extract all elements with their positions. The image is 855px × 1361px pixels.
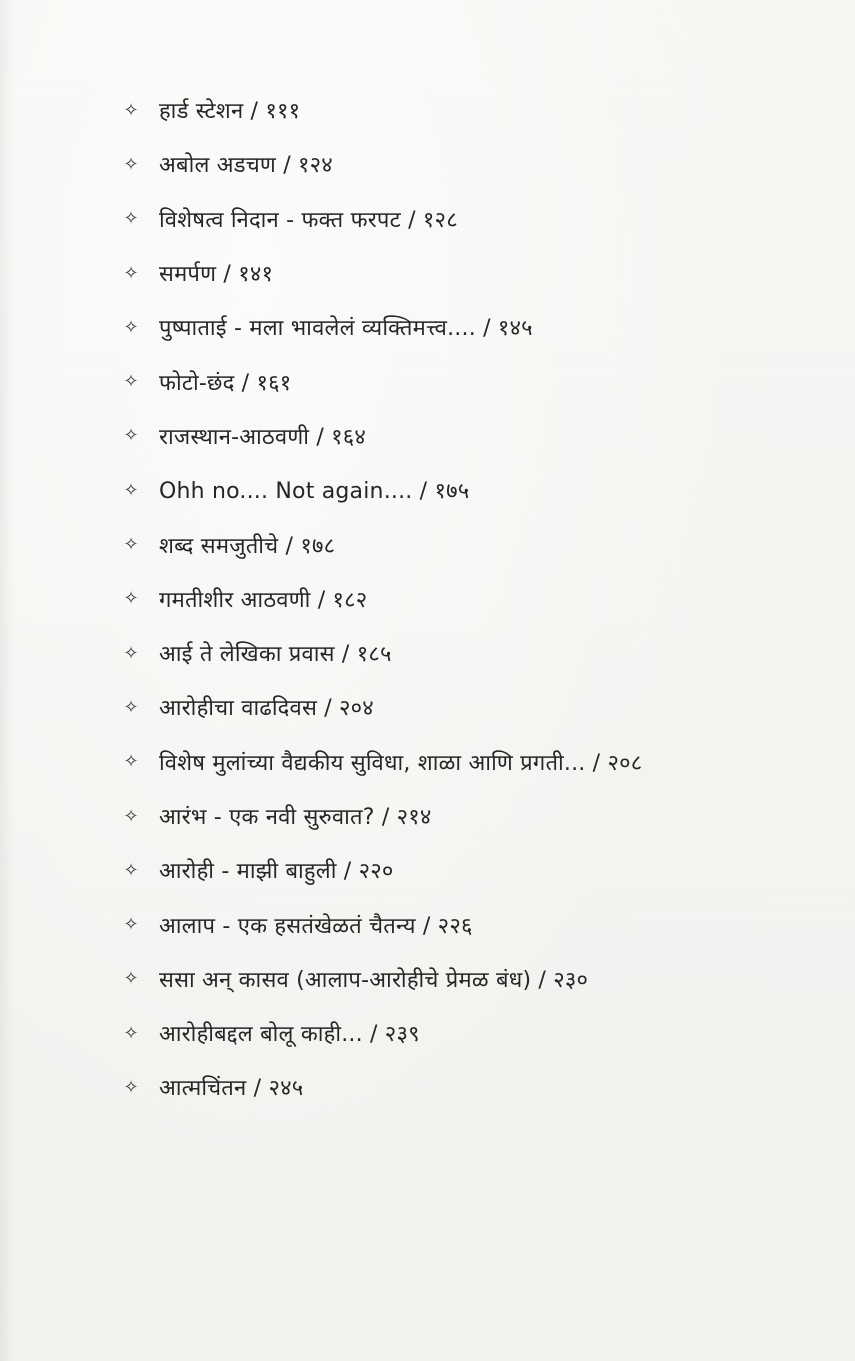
toc-entry [117, 572, 817, 626]
toc-entry [117, 1060, 817, 1114]
toc-entry-text: पुष्पाताई - मला भावलेलं व्यक्तिमत्त्व.... / १४५ [159, 316, 533, 342]
toc-entry [117, 517, 817, 571]
star-bullet-icon: ✧ [123, 1076, 139, 1098]
toc-entry [117, 789, 817, 843]
star-bullet-icon: ✧ [123, 805, 139, 827]
toc-entry [117, 626, 817, 680]
toc-entry [117, 463, 817, 517]
toc-entry [117, 192, 817, 246]
star-bullet-icon: ✧ [123, 153, 139, 175]
toc-entry [117, 137, 817, 191]
toc-entry [117, 409, 817, 463]
toc-entry [117, 897, 817, 951]
toc-entry-text: आई ते लेखिका प्रवास / १८५ [159, 642, 392, 668]
toc-entry-text: आरोहीबद्दल बोलू काही... / २३९ [159, 1022, 420, 1048]
toc-entry-text: आलाप - एक हसतंखेळतं चैतन्य / २२६ [159, 913, 473, 939]
toc-entry-text: हार्ड स्टेशन / १११ [159, 99, 301, 125]
table-of-contents [117, 83, 817, 1115]
toc-entry-text: आरोहीचा वाढदिवस / २०४ [159, 696, 374, 722]
star-bullet-icon: ✧ [123, 371, 139, 393]
star-bullet-icon: ✧ [123, 859, 139, 881]
toc-entry-text: ससा अन् कासव (आलाप-आरोहीचे प्रेमळ बंध) / २३० [159, 967, 589, 993]
star-bullet-icon: ✧ [123, 316, 139, 338]
toc-entry-text: अबोल अडचण / १२४ [159, 153, 333, 179]
star-bullet-icon: ✧ [123, 968, 139, 990]
star-bullet-icon: ✧ [123, 751, 139, 773]
star-bullet-icon: ✧ [123, 208, 139, 230]
toc-entry-text: विशेषत्व निदान - फक्त फरपट / १२८ [159, 207, 458, 233]
toc-entry [117, 952, 817, 1006]
star-bullet-icon: ✧ [123, 534, 139, 556]
toc-entry-text: राजस्थान-आठवणी / १६४ [159, 424, 367, 450]
toc-entry [117, 1006, 817, 1060]
toc-entry-text: समर्पण / १४१ [159, 262, 274, 288]
toc-entry-text: फोटो-छंद / १६१ [159, 370, 292, 396]
toc-entry [117, 246, 817, 300]
star-bullet-icon: ✧ [123, 262, 139, 284]
toc-entry [117, 680, 817, 734]
star-bullet-icon: ✧ [123, 1022, 139, 1044]
star-bullet-icon: ✧ [123, 99, 139, 121]
star-bullet-icon: ✧ [123, 588, 139, 610]
toc-entry-text: गमतीशीर आठवणी / १८२ [159, 587, 368, 613]
toc-entry-text: विशेष मुलांच्या वैद्यकीय सुविधा, शाळा आणि प्रगती... / २०८ [159, 750, 643, 776]
star-bullet-icon: ✧ [123, 425, 139, 447]
star-bullet-icon: ✧ [123, 696, 139, 718]
toc-entry [117, 735, 817, 789]
star-bullet-icon: ✧ [123, 914, 139, 936]
toc-entry-text: आरोही - माझी बाहुली / २२० [159, 859, 394, 885]
toc-entry-text: Ohh no.... Not again.... / १७५ [159, 479, 470, 505]
star-bullet-icon: ✧ [123, 479, 139, 501]
star-bullet-icon: ✧ [123, 642, 139, 664]
toc-entry [117, 300, 817, 354]
toc-entry [117, 354, 817, 408]
toc-entry [117, 83, 817, 137]
page-edge-shadow [0, 0, 14, 1361]
toc-entry-text: आरंभ - एक नवी सुरुवात? / २१४ [159, 805, 432, 830]
toc-entry-text: शब्द समजुतीचे / १७८ [159, 533, 336, 559]
toc-entry [117, 843, 817, 897]
toc-entry-text: आत्मचिंतन / २४५ [159, 1076, 304, 1102]
